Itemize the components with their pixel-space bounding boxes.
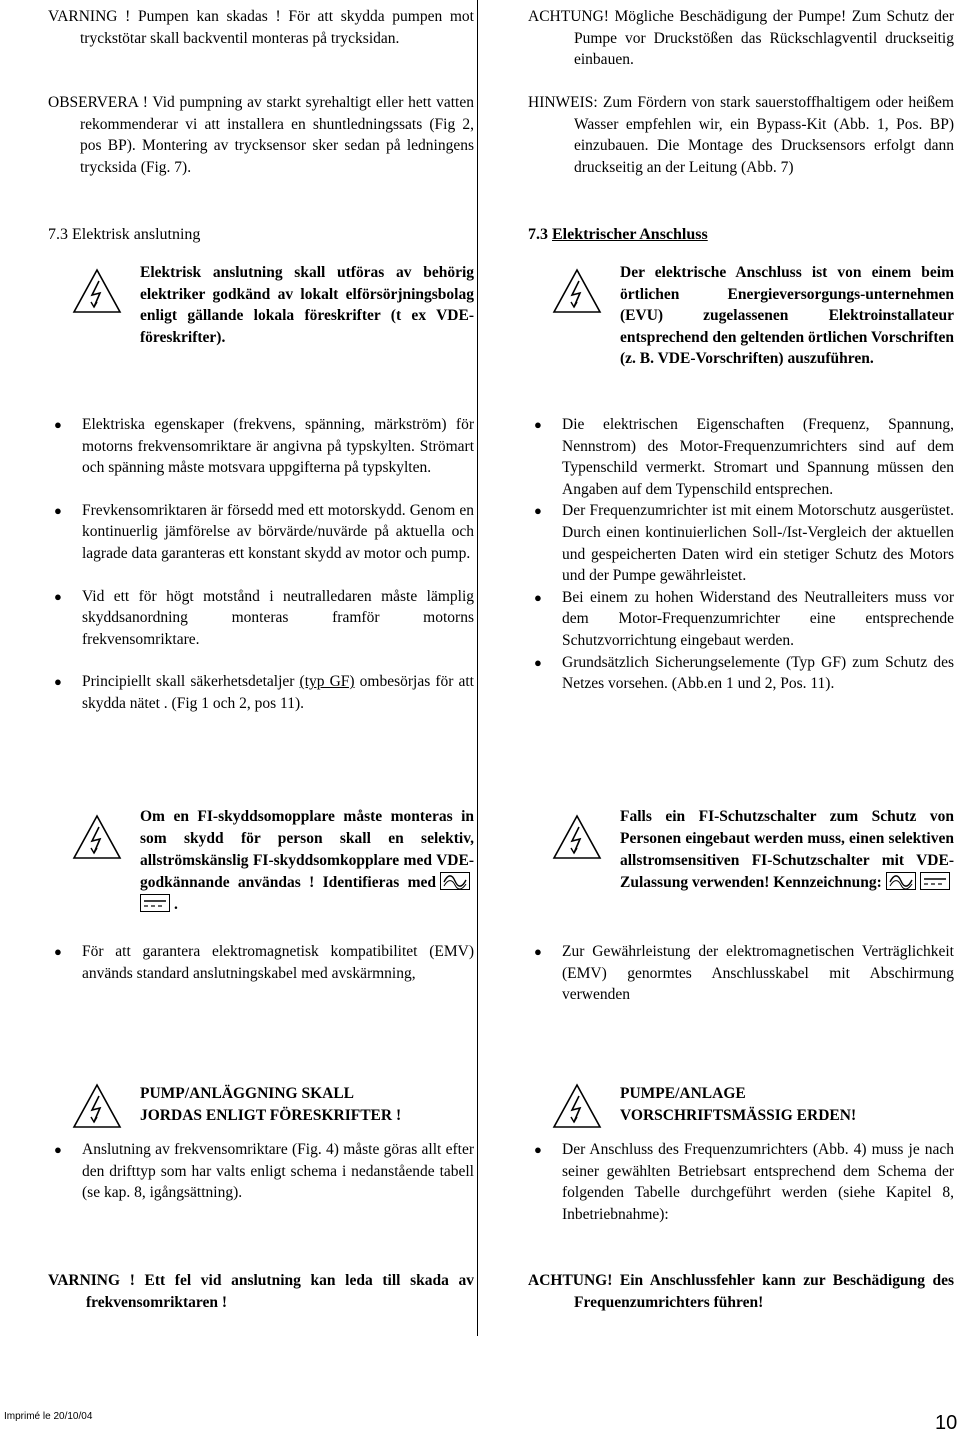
warning-pump: VARNING ! Pumpen kan skadas ! För att skydda pumpen mot tryckstötar skall backventil monteras på trycksidan. — [48, 8, 474, 47]
list-item: ● Die elektrischen Eigenschaften (Frequenz, Spannung, Nennstrom) des Motor-Frequenzumrichters sind auf dem Typenschild vermerkt. Stromart und Spannung müssen den Angaben auf dem Typenschild entsprechen. — [534, 416, 954, 498]
section-title: 7.3 Elektrisk anslutning — [48, 226, 201, 243]
bullet-icon: ● — [534, 503, 542, 519]
electrician-warning-text: Elektrisk anslutning skall utföras av behörig elektriker godkänd av lokalt elförsörjningsbolag enligt gällande lokala föreskrifter (t ex VDE-föreskrifter). — [140, 264, 474, 346]
bullet-icon: ● — [54, 417, 62, 432]
list-item: ● Frevkensomriktaren är försedd med ett motorskydd. Genom en kontinuerlig jämförelse av börvärde/nuvärde på aktuella och lagrade data garanteras ett konstant skydd av motor och pump. — [54, 501, 474, 562]
final-warning: ACHTUNG! Ein Anschlussfehler kann zur Beschädigung des Frequenzumrichters führen! — [528, 1272, 954, 1311]
dc-symbol-icon — [140, 894, 170, 912]
emc-list — [48, 941, 474, 984]
bullet-icon: ● — [534, 944, 542, 959]
final-warning: VARNING ! Ett fel vid anslutning kan leda till skada av frekvensomriktaren ! — [48, 1272, 474, 1311]
bullet-list — [48, 414, 474, 715]
dc-symbol-icon — [920, 872, 950, 890]
connect-list — [48, 1139, 474, 1204]
electrical-hazard-icon — [552, 268, 602, 314]
electrical-hazard-icon — [72, 1083, 122, 1129]
bullet-icon: ● — [54, 502, 62, 518]
list-item: ● Vid ett för högt motstånd i neutralledaren måste lämplig skyddsanordning monteras framför motorns frekvensomriktare. — [54, 587, 474, 648]
ac-wave-symbol-icon — [440, 872, 470, 890]
section-title: 7.3 Elektrischer Anschluss — [528, 226, 708, 243]
bullet-icon: ● — [534, 589, 542, 605]
list-item: ● Zur Gewährleistung der elektromagnetischen Verträglichkeit (EMV) genormtes Anschlusskabel mit Abschirmung verwenden — [534, 943, 954, 1004]
electrical-hazard-icon — [72, 814, 122, 860]
list-item: ● Bei einem zu hohen Widerstand des Neutralleiters muss vor dem Motor-Frequenzumrichter eine entsprechende Schutzvorrichtung eingebaut werden. — [534, 588, 954, 649]
print-date: Imprimé le 20/10/04 — [4, 1411, 93, 1422]
list-item: ● För att garantera elektromagnetisk kompatibilitet (EMV) används standard anslutningskabel med avskärmning, — [54, 943, 474, 982]
bullet-icon: ● — [54, 1142, 62, 1157]
fi-warning-text: Om en FI-skyddsomopplare måste monteras in som skydd för person skall en selektiv, allströmskänslig FI-skyddsomkopplare med VDE-godkännande användas ! Identifieras med. — [140, 808, 474, 913]
connect-list — [528, 1139, 954, 1225]
bullet-icon: ● — [534, 417, 542, 432]
bullet-icon: ● — [54, 944, 62, 959]
list-item: ● Elektriska egenskaper (frekvens, spänning, märkström) för motorns frekvensomriktare är angivna på typskylten. Strömart och spänning måste motsvara uppgifterna på typskylten. — [54, 416, 474, 477]
ground-warning-text: PUMP/ANLÄGGNING SKALL JORDAS ENLIGT FÖRESKRIFTER ! — [140, 1085, 402, 1124]
bullet-list — [528, 414, 954, 695]
bullet-icon: ● — [54, 674, 62, 690]
list-item: ● Grundsätzlich Sicherungselemente (Typ GF) zum Schutz des Netzes vorsehen. (Abb.en 1 und 2, Pos. 11). — [534, 653, 954, 693]
electrical-hazard-icon — [552, 1083, 602, 1129]
list-item: ● Anslutning av frekvensomriktare (Fig. 4) måste göras allt efter den drifttyp som har valts enligt schema i nedanstående tabell (se kap. 8, igångsättning). — [54, 1141, 474, 1202]
ac-wave-symbol-icon — [886, 872, 916, 890]
electrician-warning-text: Der elektrische Anschluss ist von einem beim örtlichen Energieversorgungs-unternehmen (EVU) zugelassenen Elektroinstallateur entsprechend den geltenden örtlichen Vorschriften (z. B. VDE-Vorschriften) auszuführen. — [620, 264, 954, 368]
fi-warning-text: Falls ein FI-Schutzschalter zum Schutz von Personen eingebaut werden muss, einen selektiven allstromsensitiven FI-Schutzschalter mit VDE-Zulassung verwenden! Kennzeichnung: — [620, 808, 954, 891]
ground-warning-text: PUMPE/ANLAGE VORSCHRIFTSMÄSSIG ERDEN! — [620, 1085, 857, 1124]
column-divider — [477, 0, 478, 1336]
list-item: ● Der Anschluss des Frequenzumrichters (Abb. 4) muss je nach seiner gewählten Betriebsart entsprechend dem Schema der folgenden Tabelle durchgeführt werden (siehe Kapitel 8, Inbetriebnahme): — [534, 1141, 954, 1223]
bullet-icon: ● — [54, 588, 62, 604]
electrical-hazard-icon — [72, 268, 122, 314]
page-number: 10 — [935, 1412, 958, 1434]
note-bypass: OBSERVERA ! Vid pumpning av starkt syrehaltigt eller hett vatten rekommenderar vi att installera en shuntledningssats (Fig 2, pos BP). Montering av trycksensor sker sedan på ledningens trycksida (Fig. 7). — [48, 94, 474, 176]
emc-list — [528, 941, 954, 1006]
list-item: ● Der Frequenzumrichter ist mit einem Motorschutz ausgerüstet. Durch einen kontinuierlichen Soll-/Ist-Vergleich der aktuellen und gespeicherten Daten wird ein stetiger Schutz des Motors und der Pumpe gewährleistet. — [534, 502, 954, 585]
bullet-icon: ● — [534, 1142, 542, 1157]
bullet-icon: ● — [534, 654, 542, 670]
list-item: ● Principiellt skall säkerhetsdetaljer (typ GF) ombesörjas för att skydda nätet . (Fig 1 och 2, pos 11). — [54, 673, 474, 712]
electrical-hazard-icon — [552, 814, 602, 860]
note-bypass: HINWEIS: Zum Fördern von stark sauerstoffhaltigem oder heißem Wasser empfehlen wir, ein Bypass-Kit (Abb. 1, Pos. BP) einzubauen. Die Montage des Drucksensors erfolgt dann druckseitig an der Leitung (Abb. 7) — [528, 94, 954, 176]
warning-pump: ACHTUNG! Mögliche Beschädigung der Pumpe! Zum Schutz der Pumpe vor Druckstößen das Rückschlagventil druckseitig einbauen. — [528, 8, 954, 69]
